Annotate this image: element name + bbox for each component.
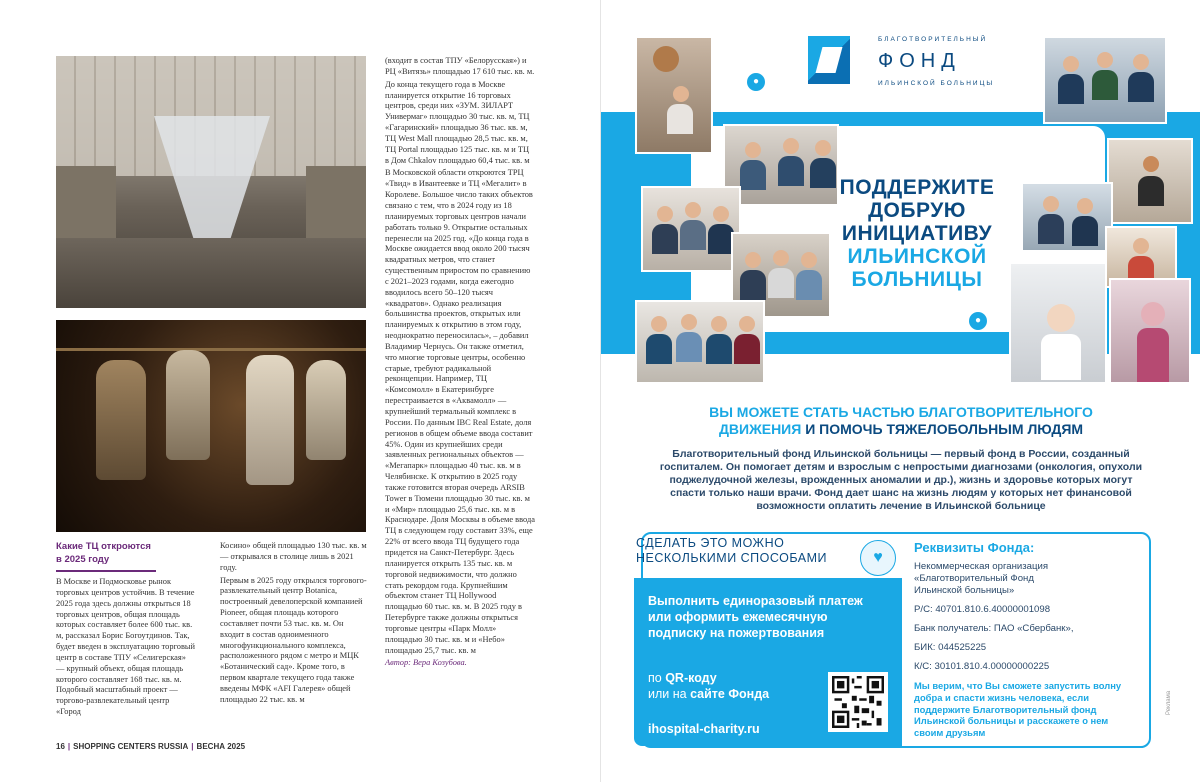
photo-family-doctors	[1043, 36, 1167, 124]
fund-description: Благотворительный фонд Ильинской больницы — первый фонд в России, созданный госпиталем. Он помогает детям и взрослым с непростыми диагнозами (онкология, опухоли поджелудочной железы, врожденных аномалии и др.), жизнь и здоровье которых могут спасти только наши врачи. Фонд дает шанс на жизнь людям у которых нет финансовой возможности оплатить лечение в Ильинской больнице	[659, 448, 1143, 512]
requisites-corr: К/С: 30101.810.4.00000000225	[914, 661, 1050, 672]
requisites-org: Некоммерческая организация	[914, 561, 1049, 572]
magazine-name: SHOPPING CENTERS RUSSIA	[73, 742, 189, 751]
photo-couple	[1021, 182, 1113, 252]
logo-bottom-text: ИЛЬИНСКОЙ БОЛЬНИЦЫ	[878, 80, 995, 87]
main-headline	[831, 176, 1003, 291]
issue-name: ВЕСНА 2025	[196, 742, 246, 751]
qr-code-graphic	[832, 676, 884, 728]
call-to-action-text: Мы верим, что Вы сможете запустить волну добра и спасти жизнь человека, если поддержите Благотворительный фонд Ильинской больницы и расскажете о нем своим друзьям	[914, 680, 1122, 739]
fund-site-label: сайте Фонда	[690, 687, 770, 701]
louvre-pyramid-photo	[56, 56, 366, 308]
article-subheading	[56, 541, 196, 572]
headline-line: ИЛЬИНСКОЙ	[847, 245, 987, 268]
subheading-line: в 2025 году	[56, 553, 110, 565]
requisites-bank: Банк получатель: ПАО «Сбербанк»,	[914, 623, 1074, 634]
requisites-org: «Благотворительный Фонд	[914, 573, 1034, 584]
headline-line: БОЛЬНИЦЫ	[851, 268, 983, 291]
requisites-title: Реквизиты Фонда:	[914, 540, 1035, 555]
fund-requisites	[914, 540, 1124, 673]
logo-top-text: БЛАГОТВОРИТЕЛЬНЫЙ	[878, 36, 988, 43]
clothing-store-photo	[56, 320, 366, 532]
subheading-rule	[56, 570, 156, 572]
headline-line: ПОДДЕРЖИТЕ	[839, 176, 995, 199]
article-column-3	[385, 56, 535, 671]
photo-medical-team	[641, 186, 741, 272]
author-credit: Автор: Вера Козубова.	[385, 658, 467, 668]
chat-icon: ●	[747, 73, 765, 91]
requisites-bik: БИК: 044525225	[914, 642, 987, 653]
paragraph: Косино» общей площадью 130 тыс. кв. м — открывался в столице лишь в 2021 году.	[220, 541, 367, 572]
paragraph: До конца текущего года в Москве планируется открытие 16 торговых центров, среди них «ЗУМ. ЗИЛАРТ Универмаг» площадью 30 тыс. кв. м, ТЦ «Гагаринский» площадью 36 тыс. кв. м, ТЦ West Mall площадью 28,5 тыс. кв. м, ТЦ Portal площадью 125 тыс. кв. м и ТЦ в Дом Chkalov площадью 60,4 тыс. кв. м	[385, 79, 530, 165]
coat-shape	[306, 360, 346, 460]
join-heading	[601, 404, 1200, 438]
headline-line: ДОБРУЮ	[868, 199, 966, 222]
requisites-account: Р/С: 40701.810.6.40000001098	[914, 604, 1051, 615]
qr-instructions: по QR-коду или на сайте Фонда	[648, 671, 770, 701]
qr-code[interactable]	[828, 672, 888, 732]
photo-baby-bunny	[1009, 262, 1107, 384]
ways-line: СДЕЛАТЬ ЭТО МОЖНО	[636, 536, 785, 550]
coat-shape	[96, 360, 146, 480]
coat-shape	[166, 350, 210, 460]
paragraph: (входит в состав ТПУ «Белорусская») и РЦ «Витязь» площадью 17 610 тыс. кв. м.	[385, 56, 535, 76]
requisites-org: Ильинской больницы»	[914, 585, 1015, 596]
photo-staff-group	[635, 300, 765, 384]
article-column-1	[56, 577, 196, 720]
fund-website-link[interactable]: ihospital-charity.ru	[648, 722, 760, 736]
article-column-2	[220, 541, 368, 708]
hands-heart-icon: ♥	[860, 540, 896, 576]
paragraph: В Москве и Подмосковье рынок торговых центров устойчив. В течение 2025 года здесь должны открыться 18 торговых центров, общая площадь которых составляет более 600 тыс. кв. м, рассказал Борис Богоутдинов. Так, будет введен в эксплуатацию торговый центр в составе ТПУ «Селигерская» — крупный объект, общая площадь которого составляет 168 тыс. кв. м. Подобный масштабный проект — торгово-развлекательный центр «Город	[56, 577, 196, 717]
coat-shape	[246, 355, 294, 485]
join-line: ВЫ МОЖЕТЕ СТАТЬ ЧАСТЬЮ БЛАГОТВОРИТЕЛЬНОГО	[709, 404, 1093, 420]
ways-heading	[636, 536, 827, 566]
photo-woman-certificate	[1107, 138, 1193, 224]
headline-line: ИНИЦИАТИВУ	[841, 222, 993, 245]
join-rest: И ПОМОЧЬ ТЯЖЕЛОБОЛЬНЫМ ЛЮДЯМ	[801, 421, 1084, 437]
join-highlight: ДВИЖЕНИЯ	[718, 421, 802, 437]
payment-instructions: Выполнить единоразовый платеж или оформить ежемесячную подписку на пожертвования	[648, 594, 863, 640]
subheading-line: Какие ТЦ откроются	[56, 541, 151, 552]
paragraph: В Московской области откроются ТРЦ «Твид» в Ивантеевке и ТЦ «Мегалит» в Королеве. Большое число таких объектов связано с тем, что в 2024 году из 18 планируемых торговых центров начали работать только 9. Открытие остальных перенесли на 2025 год. «До конца года в Москве ожидается ввод около 200 тысяч квадратных метров, что станет существенным приростом по сравнению с 2021–2023 годами, когда ежегодно вводилось всего 50–120 тысяч «квадратов». Однако реализация большинства проектов, открытых или планируемых к открытию в этом году, неоднократно переносилась», – добавил Владимир Чернусь. Он также отметил, что многие торговые центры, особенно старые, требуют радикальной реконцепции. Например, ТЦ «Комсомолл» в Екатеринбурге перестраивается в «Аквамолл» — крупнейший термальный комплекс в России. По данным IBC Real Estate, доля регионов в общем объеме ввода составит 45%. Один из крупнейших среди заявленных региональных объектов — «Мегапарк» площадью 40 тыс. кв. м в Челябинске. К открытию в 2025 году также готовится вторая очередь ARSIB Tower в Тюмени площадью 30 тыс. кв. м и «Мир» площадью 25,6 тыс. кв. м в Краснодаре. Доля Москвы в объеме ввода ТЦ в следующем году составит 33%, еще 22% от всего ввода ТЦ будущего года придется на Санкт-Петербург. Здесь планируется открыть 135 тыс. кв. м торговой недвижимости, что должно стать рекордом года. Крупнейшим объектом станет ТЦ Hollywood площадью 60 тыс. кв. м. В 2025 году в Петербурге также должны открыться торговые центры «Парк Молл» площадью 30 тыс. кв. м и «Небо» площадью 25,7 тыс. кв. м	[385, 168, 535, 655]
ways-line: НЕСКОЛЬКИМИ СПОСОБАМИ	[636, 551, 828, 565]
photo-pink-hair-woman	[1109, 278, 1191, 384]
page-footer: 16 | SHOPPING CENTERS RUSSIA | ВЕСНА 2025	[56, 742, 246, 751]
qr-code-label: QR-коду	[665, 671, 717, 685]
logo-main-text: ФОНД	[878, 50, 961, 72]
photo-balloon-girl	[635, 36, 713, 154]
fund-logo	[808, 36, 1008, 96]
heart-drop-icon: ●	[969, 312, 987, 330]
page-number: 16	[56, 742, 65, 751]
paragraph: Первым в 2025 году открылся торгового-развлекательный центр Botanica, построенный девелоперской компанией Pioneer, общая площадь которого составляет почти 53 тыс. кв. м. Он входит в состав одноименного многофункционального комплекса, расположенного рядом с метро и МЦК «Ботанический сад». Кроме того, в первом квартале текущего года также введены МФК «AFI Галерея» общей площадью 22 тыс. кв. м	[220, 575, 367, 704]
ad-marker: Реклама	[1166, 690, 1172, 715]
balloon-shape	[653, 46, 679, 72]
